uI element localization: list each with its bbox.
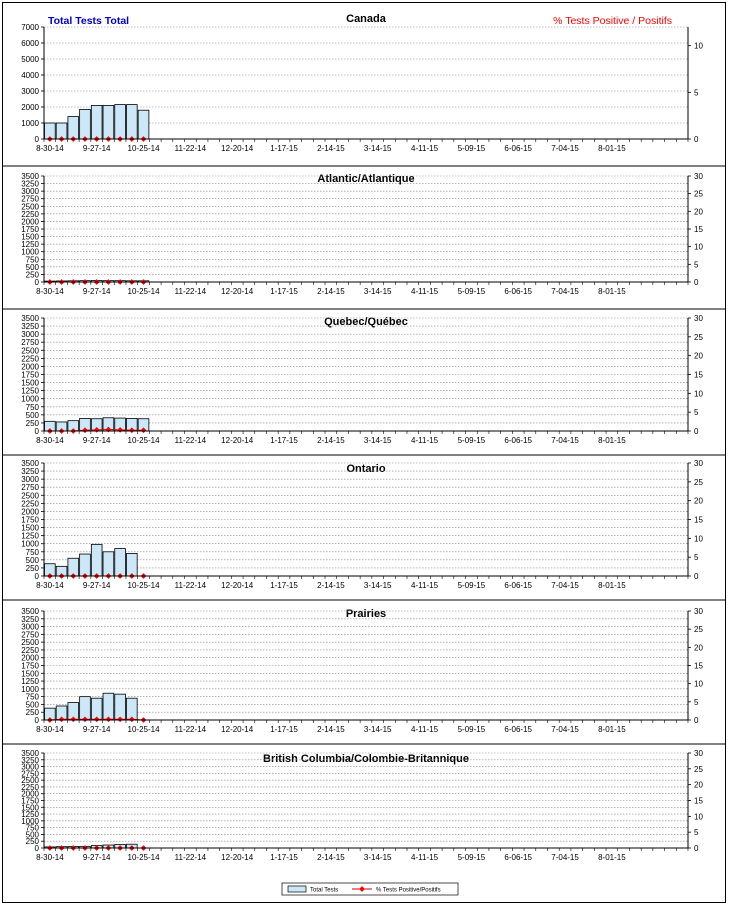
x-tick-label: 9-27-14: [82, 287, 111, 296]
y2-tick-label: 15: [694, 370, 703, 380]
y-tick-label: 250: [25, 837, 39, 847]
x-tick-label: 2-14-15: [317, 144, 345, 153]
y-tick-label: 500: [25, 555, 39, 565]
legend-bar-label: Total Tests: [310, 887, 339, 894]
x-tick-label: 4-11-15: [411, 287, 439, 296]
bar: [126, 553, 137, 576]
y2-tick-label: 15: [694, 796, 703, 806]
x-tick-label: 11-22-14: [174, 436, 207, 445]
y2-tick-label: 25: [694, 332, 703, 342]
y-tick-label: 3000: [21, 330, 39, 340]
x-tick-label: 9-27-14: [82, 144, 111, 153]
y-tick-label: 0: [34, 278, 39, 287]
y2-tick-label: 0: [694, 572, 699, 581]
y-tick-label: 1750: [21, 515, 39, 525]
y-tick-label: 750: [25, 823, 39, 833]
y-tick-label: 1000: [21, 119, 39, 128]
y-tick-label: 2500: [21, 638, 39, 648]
y2-tick-label: 5: [694, 260, 699, 270]
y-tick-label: 3000: [21, 187, 39, 197]
right-axis-header: % Tests Positive / Positifs: [553, 15, 672, 27]
y2-tick-label: 20: [694, 351, 703, 361]
x-tick-label: 8-01-15: [598, 144, 626, 153]
x-tick-label: 8-30-14: [36, 853, 64, 862]
x-tick-label: 7-04-15: [551, 436, 579, 445]
y-tick-label: 2000: [21, 507, 39, 517]
y-tick-label: 500: [25, 830, 39, 840]
y2-tick-label: 15: [694, 225, 703, 234]
y-tick-label: 250: [25, 708, 39, 718]
x-tick-label: 5-09-15: [457, 725, 486, 734]
left-axis-header: Total Tests Total: [48, 15, 130, 27]
x-tick-label: 8-30-14: [36, 144, 64, 153]
x-tick-label: 5-09-15: [457, 287, 486, 296]
x-tick-label: 8-30-14: [36, 287, 64, 296]
x-tick-label: 6-06-15: [504, 725, 533, 734]
y-tick-label: 1250: [21, 810, 39, 820]
x-tick-label: 11-22-14: [174, 581, 207, 590]
y2-tick-label: 0: [694, 427, 699, 436]
y-tick-label: 0: [34, 135, 39, 144]
y-tick-label: 2000: [21, 103, 39, 112]
x-tick-label: 10-25-14: [127, 144, 160, 153]
x-tick-label: 1-17-15: [270, 581, 298, 590]
y-tick-label: 2250: [21, 645, 39, 655]
x-tick-label: 4-11-15: [411, 581, 439, 590]
y-tick-label: 250: [25, 270, 39, 280]
y-tick-label: 2000: [21, 789, 39, 799]
panel-title: Quebec/Québec: [324, 316, 408, 328]
panel-title: Atlantic/Atlantique: [317, 173, 415, 185]
y-tick-label: 1000: [21, 816, 39, 826]
x-tick-label: 5-09-15: [457, 853, 486, 862]
y2-tick-label: 20: [694, 207, 703, 217]
x-tick-label: 6-06-15: [504, 436, 533, 445]
y-tick-label: 5000: [21, 55, 39, 64]
y2-tick-label: 10: [694, 242, 703, 252]
x-tick-label: 4-11-15: [411, 725, 439, 734]
y-tick-label: 2750: [21, 769, 39, 779]
x-tick-label: 8-01-15: [598, 725, 626, 734]
y-tick-label: 750: [25, 402, 39, 412]
y-tick-label: 2750: [21, 194, 39, 204]
y-tick-label: 1000: [21, 247, 39, 257]
bar: [80, 554, 91, 576]
bar: [138, 110, 149, 139]
y-tick-label: 1500: [21, 232, 39, 242]
y2-tick-label: 30: [694, 749, 703, 758]
x-tick-label: 5-09-15: [457, 436, 486, 445]
panel-3: [21, 459, 703, 590]
y2-tick-label: 15: [694, 515, 703, 525]
y-tick-label: 3500: [21, 459, 39, 468]
x-tick-label: 6-06-15: [504, 581, 533, 590]
x-tick-label: 12-20-14: [221, 287, 254, 296]
y-tick-label: 2500: [21, 776, 39, 786]
y-tick-label: 1750: [21, 370, 39, 380]
panel-title: British Columbia/Colombie-Britannique: [263, 753, 469, 765]
y-tick-label: 1500: [21, 803, 39, 813]
y2-tick-label: 20: [694, 496, 703, 506]
x-tick-label: 5-09-15: [457, 581, 486, 590]
y-tick-label: 1500: [21, 378, 39, 388]
x-tick-label: 8-01-15: [598, 581, 626, 590]
x-tick-label: 2-14-15: [317, 581, 345, 590]
y2-tick-label: 10: [694, 389, 703, 399]
y-tick-label: 1250: [21, 240, 39, 250]
y-tick-label: 250: [25, 418, 39, 428]
panel-1: [21, 172, 703, 296]
y2-tick-label: 10: [694, 812, 703, 822]
y2-tick-label: 5: [694, 88, 699, 98]
y-tick-label: 3500: [21, 172, 39, 181]
y-tick-label: 3000: [21, 762, 39, 772]
x-tick-label: 11-22-14: [174, 853, 207, 862]
bar: [91, 105, 102, 139]
y-tick-label: 0: [34, 572, 39, 581]
y-tick-label: 750: [25, 547, 39, 557]
y-tick-label: 3000: [21, 475, 39, 485]
x-tick-label: 2-14-15: [317, 725, 345, 734]
y-tick-label: 4000: [21, 71, 39, 80]
y-tick-label: 0: [34, 716, 39, 725]
y-tick-label: 2000: [21, 362, 39, 372]
y2-tick-label: 5: [694, 408, 699, 418]
x-tick-label: 2-14-15: [317, 436, 345, 445]
y-tick-label: 2750: [21, 483, 39, 493]
y2-tick-label: 30: [694, 459, 703, 468]
x-tick-label: 11-22-14: [174, 144, 207, 153]
x-tick-label: 10-25-14: [127, 725, 160, 734]
x-tick-label: 4-11-15: [411, 853, 439, 862]
x-tick-label: 5-09-15: [457, 144, 486, 153]
y-tick-label: 6000: [21, 39, 39, 48]
legend-line-label: % Tests Positive/Positifs: [376, 887, 441, 894]
y-tick-label: 1000: [21, 539, 39, 549]
x-tick-label: 1-17-15: [270, 725, 298, 734]
x-tick-label: 6-06-15: [504, 853, 533, 862]
y-tick-label: 2250: [21, 499, 39, 509]
x-tick-label: 12-20-14: [221, 436, 254, 445]
y-tick-label: 3250: [21, 322, 39, 332]
y2-tick-label: 10: [694, 679, 703, 689]
x-tick-label: 8-01-15: [598, 853, 626, 862]
bar: [126, 105, 137, 139]
y2-tick-label: 0: [694, 716, 699, 725]
panels: [3, 13, 726, 862]
y2-tick-label: 10: [694, 41, 703, 51]
panel-title: Ontario: [346, 463, 386, 475]
x-tick-label: 7-04-15: [551, 725, 579, 734]
x-tick-label: 8-01-15: [598, 287, 626, 296]
x-tick-label: 12-20-14: [221, 725, 254, 734]
x-tick-label: 6-06-15: [504, 287, 533, 296]
panel-4: [21, 607, 703, 734]
y-tick-label: 2500: [21, 346, 39, 356]
x-tick-label: 12-20-14: [221, 581, 254, 590]
y-tick-label: 3500: [21, 314, 39, 323]
y-tick-label: 2250: [21, 354, 39, 364]
panel-0: [21, 13, 703, 153]
bar: [115, 694, 126, 720]
y-tick-label: 2500: [21, 491, 39, 501]
x-tick-label: 7-04-15: [551, 287, 579, 296]
x-tick-label: 1-17-15: [270, 853, 298, 862]
x-tick-label: 2-14-15: [317, 853, 345, 862]
y-tick-label: 0: [34, 844, 39, 853]
panel-2: [21, 314, 703, 445]
y-tick-label: 1250: [21, 386, 39, 396]
x-tick-label: 1-17-15: [270, 287, 298, 296]
x-tick-label: 1-17-15: [270, 144, 298, 153]
x-tick-label: 3-14-15: [363, 581, 392, 590]
x-tick-label: 9-27-14: [82, 853, 111, 862]
y-tick-label: 500: [25, 262, 39, 272]
y-tick-label: 7000: [21, 23, 39, 32]
y2-tick-label: 25: [694, 625, 703, 635]
x-tick-label: 7-04-15: [551, 581, 579, 590]
y2-tick-label: 5: [694, 828, 699, 838]
y-tick-label: 0: [34, 427, 39, 436]
bar: [91, 544, 102, 576]
y2-tick-label: 0: [694, 278, 699, 287]
y-tick-label: 1500: [21, 523, 39, 533]
x-tick-label: 7-04-15: [551, 853, 579, 862]
bar: [80, 109, 91, 139]
x-tick-label: 9-27-14: [82, 725, 111, 734]
bar: [115, 105, 126, 139]
x-tick-label: 2-14-15: [317, 287, 345, 296]
y-tick-label: 500: [25, 410, 39, 420]
x-tick-label: 9-27-14: [82, 436, 111, 445]
y2-tick-label: 25: [694, 764, 703, 774]
x-tick-label: 3-14-15: [363, 144, 392, 153]
y-tick-label: 1000: [21, 684, 39, 694]
x-tick-label: 10-25-14: [127, 581, 160, 590]
x-tick-label: 11-22-14: [174, 287, 207, 296]
bar: [103, 693, 114, 720]
y-tick-label: 2000: [21, 217, 39, 227]
y-tick-label: 1250: [21, 677, 39, 687]
y2-tick-label: 30: [694, 607, 703, 616]
y-tick-label: 2500: [21, 202, 39, 212]
x-tick-label: 12-20-14: [221, 853, 254, 862]
y2-tick-label: 10: [694, 534, 703, 544]
x-tick-label: 12-20-14: [221, 144, 254, 153]
x-tick-label: 10-25-14: [127, 287, 160, 296]
x-tick-label: 4-11-15: [411, 144, 439, 153]
x-tick-label: 7-04-15: [551, 144, 579, 153]
y2-tick-label: 0: [694, 844, 699, 853]
y2-tick-label: 5: [694, 697, 699, 707]
x-tick-label: 8-30-14: [36, 725, 64, 734]
y2-tick-label: 20: [694, 643, 703, 653]
x-tick-label: 3-14-15: [363, 287, 392, 296]
y-tick-label: 1000: [21, 394, 39, 404]
y2-tick-label: 25: [694, 477, 703, 487]
panel-title: Canada: [346, 13, 386, 25]
x-tick-label: 8-01-15: [598, 436, 626, 445]
x-tick-label: 1-17-15: [270, 436, 298, 445]
y-tick-label: 2000: [21, 653, 39, 663]
y-tick-label: 3250: [21, 179, 39, 189]
x-tick-label: 10-25-14: [127, 853, 160, 862]
bar: [68, 117, 79, 139]
y-tick-label: 3250: [21, 614, 39, 624]
y-tick-label: 3000: [21, 87, 39, 96]
bar: [103, 105, 114, 139]
y2-tick-label: 25: [694, 189, 703, 199]
x-tick-label: 9-27-14: [82, 581, 111, 590]
y-tick-label: 1750: [21, 796, 39, 806]
x-tick-label: 10-25-14: [127, 436, 160, 445]
y-tick-label: 1500: [21, 669, 39, 679]
x-tick-label: 11-22-14: [174, 725, 207, 734]
y-tick-label: 3250: [21, 755, 39, 765]
y-tick-label: 3250: [21, 467, 39, 477]
panel-5: [21, 749, 703, 862]
y2-tick-label: 30: [694, 172, 703, 181]
panel-title: Prairies: [345, 608, 387, 620]
y-tick-label: 2750: [21, 338, 39, 348]
x-tick-label: 3-14-15: [363, 853, 392, 862]
y-tick-label: 2250: [21, 782, 39, 792]
y-tick-label: 250: [25, 563, 39, 573]
x-tick-label: 8-30-14: [36, 581, 64, 590]
legend-bar-swatch: [288, 886, 306, 892]
y-tick-label: 1750: [21, 661, 39, 671]
y-tick-label: 2750: [21, 630, 39, 640]
y-tick-label: 3500: [21, 749, 39, 758]
bar: [103, 552, 114, 576]
x-tick-label: 6-06-15: [504, 144, 533, 153]
y2-tick-label: 20: [694, 780, 703, 790]
y-tick-label: 750: [25, 255, 39, 265]
bar: [115, 549, 126, 576]
y-tick-label: 3000: [21, 622, 39, 632]
x-tick-label: 3-14-15: [363, 725, 392, 734]
x-tick-label: 4-11-15: [411, 436, 439, 445]
y2-tick-label: 30: [694, 314, 703, 323]
y2-tick-label: 5: [694, 553, 699, 563]
x-tick-label: 3-14-15: [363, 436, 392, 445]
y-tick-label: 750: [25, 692, 39, 702]
y-tick-label: 3500: [21, 607, 39, 616]
x-tick-label: 8-30-14: [36, 436, 64, 445]
legend: [282, 883, 458, 895]
y2-tick-label: 0: [694, 135, 699, 144]
y2-tick-label: 15: [694, 661, 703, 671]
y-tick-label: 500: [25, 700, 39, 710]
y-tick-label: 1750: [21, 225, 39, 234]
y-tick-label: 1250: [21, 531, 39, 541]
y-tick-label: 2250: [21, 209, 39, 219]
